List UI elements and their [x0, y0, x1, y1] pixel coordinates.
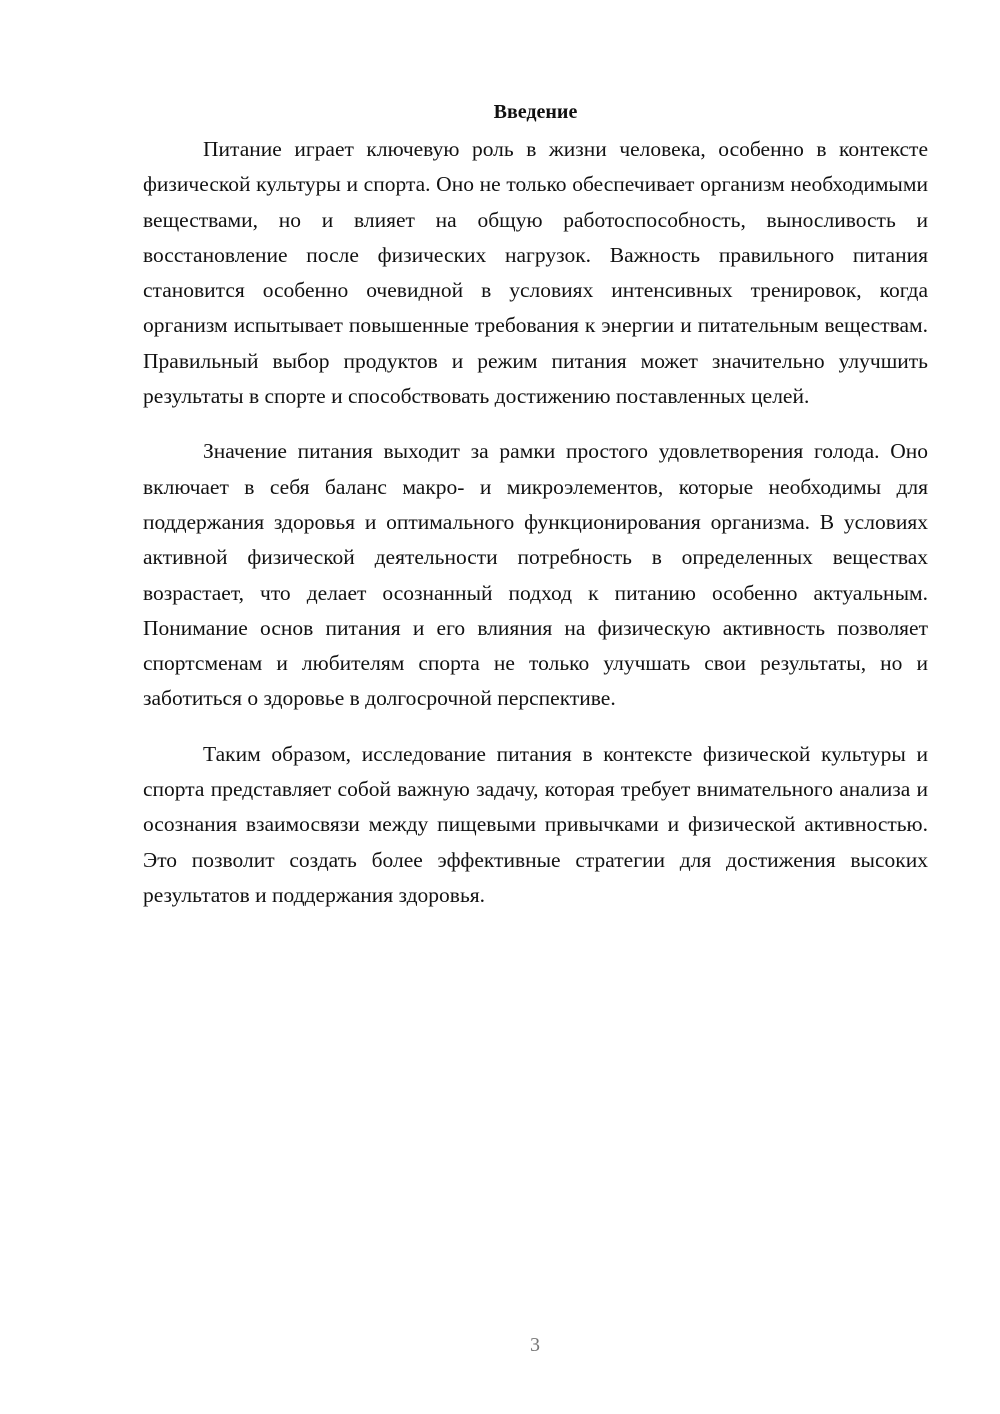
paragraph-1: Питание играет ключевую роль в жизни человека, особенно в контексте физической культуры и спорта. Оно не только обеспечивает организм необходимыми веществами, но и влияет на общую работоспособность, выносливость и восстановление после физических нагрузок. Важность правильного питания становится особенно очевидной в условиях интенсивных тренировок, когда организм испытывает повышенные требования к энергии и питательным веществам. Правильный выбор продуктов и режим питания может значительно улучшить результаты в спорте и способствовать достижению поставленных целей. — [143, 137, 928, 409]
page-body — [143, 95, 928, 933]
page-title: Введение — [493, 101, 578, 123]
paragraph-3: Таким образом, исследование питания в контексте физической культуры и спорта представляет собой важную задачу, которая требует внимательного анализа и осознания взаимосвязи между пищевыми привычками и физической активностью. Это позволит создать более эффективные стратегии для достижения высоких результатов и поддержания здоровья. — [143, 741, 928, 907]
page-number: 3 — [530, 1334, 540, 1356]
paragraph-2: Значение питания выходит за рамки простого удовлетворения голода. Оно включает в себя баланс макро- и микроэлементов, которые необходимы для поддержания здоровья и оптимального функционирования организма. В условиях активной физической деятельности потребность в определенных веществах возрастает, что делает осознанный подход к питанию особенно актуальным. Понимание основ питания и его влияния на физическую активность позволяет спортсменам и любителям спорта не только улучшать свои результаты, но и заботиться о здоровье в долгосрочной перспективе. — [143, 439, 928, 711]
